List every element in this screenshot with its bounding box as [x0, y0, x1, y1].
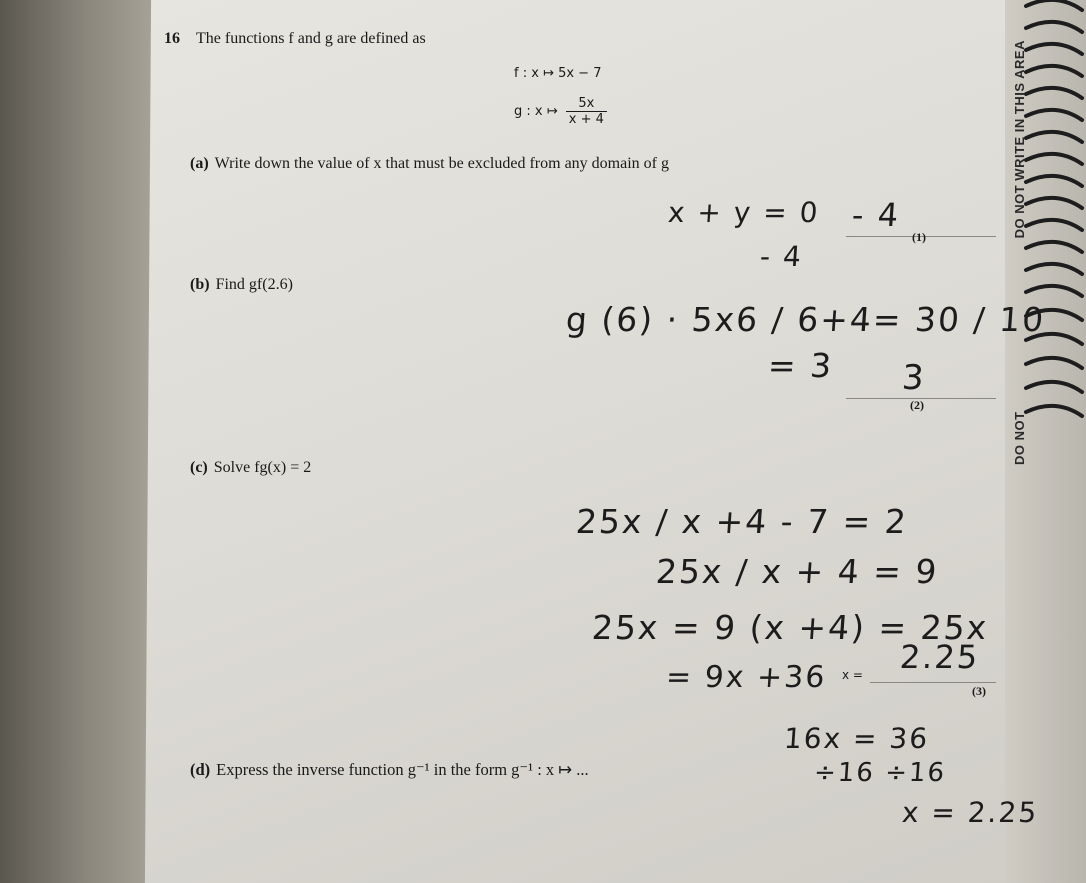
- handwriting-c-line6: ÷16 ÷16: [812, 758, 948, 788]
- part-a-marks: (1): [912, 230, 926, 244]
- part-c-text: Solve fg(x) = 2: [213, 459, 312, 476]
- handwriting-c-line4: = 9x +36: [664, 660, 828, 695]
- handwriting-b-answer: 3: [900, 358, 928, 398]
- do-not-write-margin-text: DO NOT WRITE IN THIS AREA: [1012, 40, 1027, 239]
- part-c-answer-line[interactable]: [870, 682, 996, 683]
- part-c-marks: (3): [972, 684, 986, 698]
- part-c-answer-prefix: x =: [842, 668, 863, 682]
- part-a-text: Write down the value of x that must be excluded from any domain of g: [214, 155, 669, 172]
- handwriting-a-line1: x + y = 0: [666, 196, 821, 229]
- handwriting-b-line2: = 3: [766, 346, 835, 385]
- question-intro: The functions f and g are defined as: [196, 30, 426, 47]
- part-c-label: (c): [190, 459, 208, 476]
- handwriting-a-line2: - 4: [758, 240, 804, 273]
- g-prefix: g : x ↦: [514, 104, 558, 119]
- handwriting-c-line3: 25x = 9 (x +4) = 25x: [590, 608, 990, 647]
- g-denominator: x + 4: [568, 112, 604, 127]
- function-g-definition: [514, 96, 607, 127]
- background-left: [0, 0, 160, 883]
- part-b-label: (b): [190, 276, 210, 293]
- handwriting-b-line1: g (6) · 5x6 / 6+4= 30 / 10: [564, 300, 1047, 339]
- g-fraction: [566, 96, 607, 127]
- handwriting-c-line1: 25x / x +4 - 7 = 2: [574, 502, 910, 541]
- handwriting-c-line5: 16x = 36: [782, 722, 931, 755]
- part-c-prompt: [190, 459, 311, 477]
- do-not-write-margin-text-2: DO NOT: [1012, 411, 1027, 465]
- part-b-marks: (2): [910, 398, 924, 412]
- question-number: 16: [164, 30, 180, 47]
- part-a-prompt: [190, 155, 669, 173]
- part-d-label: (d): [190, 760, 211, 779]
- handwriting-a-answer: - 4: [850, 196, 902, 234]
- part-d-text: Express the inverse function g⁻¹ in the form g⁻¹ : x ↦ ...: [216, 760, 589, 779]
- function-f-definition: f : x ↦ 5x − 7: [514, 66, 602, 81]
- handwriting-c-line7: x = 2.25: [900, 796, 1040, 829]
- handwriting-c-line2: 25x / x + 4 = 9: [654, 552, 940, 591]
- part-b-prompt: [190, 276, 293, 294]
- g-numerator: 5x: [566, 96, 607, 112]
- handwriting-c-answer: 2.25: [898, 638, 981, 676]
- part-a-label: (a): [190, 155, 209, 172]
- part-d-prompt: [190, 760, 589, 780]
- part-b-text: Find gf(2.6): [215, 276, 293, 293]
